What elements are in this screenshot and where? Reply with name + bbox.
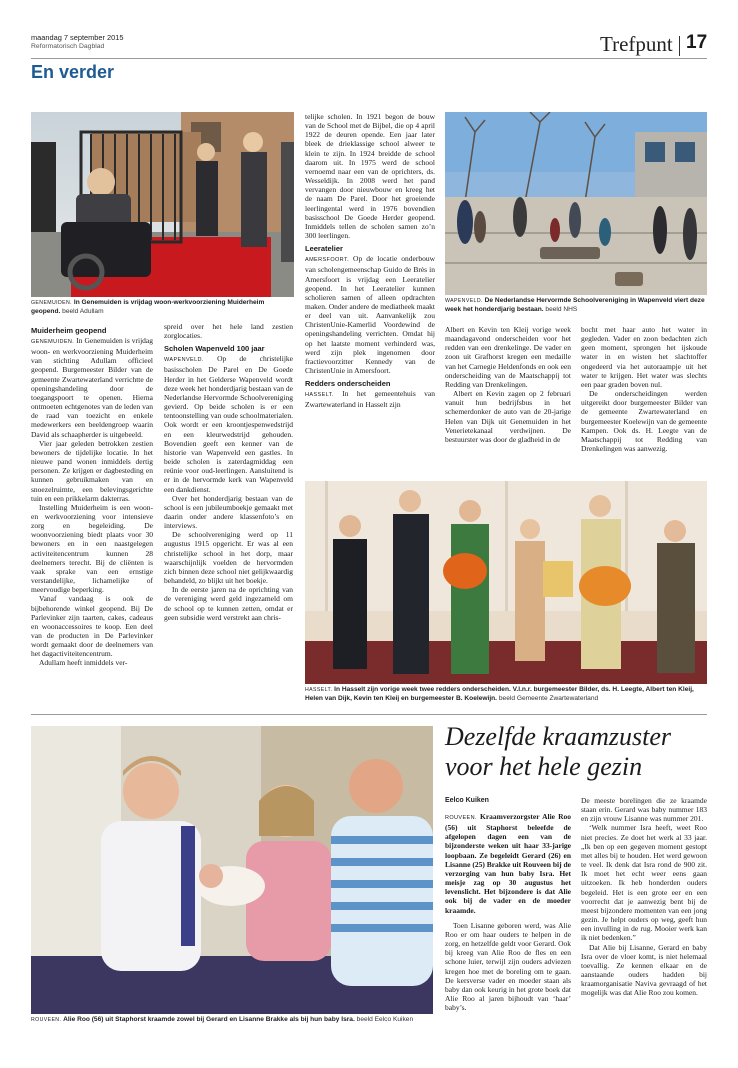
article-redders-p1: In het gemeentehuis van Zwartewaterland in Hasselt zijn xyxy=(305,389,435,410)
photo3-caption xyxy=(305,686,707,703)
photo3-credit: beeld Gemeente Zwartewaterland xyxy=(498,694,599,702)
feature-byline: Eelco Kuiken xyxy=(445,797,489,804)
article-muiderheim-p3: Instelling Muiderheim is een woon- en werkvoorziening voor intensieve zorg en begeleiding. De woonvoorziening biedt plaats voor 30 bewoners en in een naastgelegen activiteitencentrum kunnen 28 deelnemers terecht. Bij de cliënten is vaak sprake van een ernstige verstandelijke, lichamelijke of meervoudige beperking. xyxy=(31,502,153,595)
photo-hasselt-redders xyxy=(305,481,707,684)
feature-p1: Toen Lisanne geboren werd, was Alie Roo er om haar ouders te helpen in de zorg, en hetzelfde geldt voor Gerard. Ook bij kreeg van Alie Roo de fles en een schone luier, terwijl zijn ouders adviezen kregen hoe met de boreling om te gaan. De kersverse vader en moeder staan als baby dan ook keurig in het grote boek dat Alie Roo al jaren bijhoudt van ‘haar’ baby’s. xyxy=(445,920,571,1013)
masthead-divider xyxy=(679,36,680,56)
article-redders-heading: Redders onderscheiden xyxy=(305,379,391,389)
feature-p4: Dat Alie bij Lisanne, Gerard en baby Isra over de vloer komt, is niet helemaal toevallig. Ze kennen elkaar en de aanstaande ouders hadden bij kraamorganisatie Naviva gevraagd of het mogelijk was dat Alie Roo zou komen. xyxy=(581,942,707,998)
section-title: Trefpunt xyxy=(600,32,673,56)
article-redders-p2: Albert en Kevin ten Kleij vorige week maandagavond onderscheiden voor het redden van een drenkelinge. De vader en zoon uit Grafhorst kregen een medaille van het Carnegie Heldenfonds en ook een onderscheiding van de Maatschappij tot Redding van Drenkelingen. xyxy=(445,325,571,389)
photo-wapenveld-school xyxy=(445,112,707,295)
article-muiderheim-p4: Vanaf vandaag is ook de bijbehorende winkel geopend. Bij De Parlevinker zijn taarten, cakes, cadeaus en woonaccessoires te koop. Een deel van de producten in De Parlevinker wordt gemaakt door de deelnemers van het dagactiviteitencentrum. xyxy=(31,594,153,659)
article-leeratelier-p0: telijke scholen. In 1921 begon de bouw van de School met de Bijbel, die op 4 april 1922 de deuren opende. Een jaar later bleek de drieklassige school alweer te klein te zijn. In 1924 breidde de school daarom uit. In 1975 werd de school vernoemd naar een van de oprichters, ds. Wesseldijk. In 2008 werd het pand vervangen door nieuwbouw en kreeg het de naam De Parel. Door het groeiende leerlingental werd in 1976 bovendien basisschool De Goede Herder geopend. Inmiddels tellen de scholen samen zo’n 300 leerlingen. xyxy=(305,112,435,241)
article-leeratelier-heading: Leeratelier xyxy=(305,244,343,254)
article-wapenveld-heading: Scholen Wapenveld 100 jaar xyxy=(164,344,265,354)
article-redders-cont xyxy=(445,325,571,475)
feature-p3: ‘Welk nummer Isra heeft, weet Roo niet precies. Ze doet het werk al 33 jaar. „Ik ben op een gegeven moment gestopt met alles bij te houden. Het werd gewoon te veel. Ik denk dat Isra rond de 900 zit. Ik moet het echt weer eens gaan uitzoeken. Ik heb honderden ouders begeleid. Het is een grote eer en een voorrecht dat je aanwezig bent bij de meest bijzondere momenten van een jong gezin. Je helpt ouders op weg, geeft hun een invulling in de rug. Mooier werk kan ik niet bedenken.” xyxy=(581,823,707,943)
photo4-credit: beeld Eelco Kuiken xyxy=(356,1016,414,1023)
article-redders-p4: bocht met haar auto het water in gegleden. Vader en zoon bedachten zich geen moment, sprongen het ijskoude water in en wisten het slachtoffer ongedeerd via het autoraampje uit het water te krijgen. Het water was slechts een paar graden boven nul. xyxy=(581,325,707,389)
article-wapenveld-p0: spreid over het hele land zestien zorglocaties. xyxy=(164,322,293,341)
feature-intro: Kraamverzorgster Alie Roo (56) uit Staphorst beleefde de afgelopen dagen een van de bijzonderste weken uit haar 33-jarige loopbaan. Ze begeleidt Gerard (26) en Lisanne (25) Brakke uit Rouveen bij de verzorging van hun baby Isra. Het meisje zag op 30 augustus het levenslicht. Het bijzondere is dat Alie ook bij de vader en de moeder kraamde. xyxy=(445,812,571,915)
photo4-dateline: ROUVEEN. xyxy=(31,1017,62,1023)
page-number: 17 xyxy=(686,32,708,53)
photo-kraamzuster xyxy=(31,726,433,1014)
photo1-caption xyxy=(31,299,294,316)
article-wapenveld xyxy=(164,322,293,700)
article-leeratelier-p1: Op de locatie onderbouw van scholengemeenschap Guido de Brès in Amersfoort is vrijdag een Leeratelier geopend. In het Leeratelier kunnen scholieren samen of alleen opdrachten maken. Onder andere de mediatheek maakt er deel van uit. Aanvankelijk zou ChristenUnie-Kamerlid Voordewind de openingshandeling verrichten. Omdat hij op het laatste moment verhinderd was, werd zijn plek ingenomen door fractievoorzitter Kennedy van de ChristenUnie in Amersfoort. xyxy=(305,254,435,376)
photo2-caption-text: De Nederlandse Hervormde Schoolvereniging in Wapenveld viert deze week het honderdjarig bestaan. xyxy=(445,297,705,313)
masthead-paper: Reformatorisch Dagblad xyxy=(31,43,105,50)
article-leeratelier xyxy=(305,112,435,480)
article-muiderheim xyxy=(31,322,153,700)
photo3-dateline: HASSELT. xyxy=(305,687,333,693)
article-redders-p3: Albert en Kevin zagen op 2 februari vanuit hun bedrijfsbus in het schemerdonker de auto van de 20-jarige Helen van Dijk uit Genemuiden in het Venerietekanaal verdwijnen. De bestuurster was door de gladheid in de xyxy=(445,389,571,444)
article-muiderheim-p5: Adullam heeft inmiddels ver- xyxy=(39,658,128,668)
photo3-caption-text: In Hasselt zijn vorige week twee redders onderscheiden. V.l.n.r. burgemeester Bilder, ds. H. Leegte, Albert ten Kleij, Helen van Dijk, Kevin ten Kleij en burgemeester B. Koelewijn. xyxy=(305,686,694,702)
feature-col-2 xyxy=(581,796,707,1034)
photo1-credit: beeld Adullam xyxy=(62,307,104,315)
article-muiderheim-dateline: GENEMUIDEN. xyxy=(31,339,75,345)
article-muiderheim-heading: Muiderheim geopend xyxy=(31,326,107,335)
article-wapenveld-p2: Over het honderdjarig bestaan van de school is een jubileumboekje gemaakt met daarin onder andere klassenfoto’s en interviews. xyxy=(164,493,293,531)
article-leeratelier-dateline: AMERSFOORT. xyxy=(305,257,350,264)
photo4-caption xyxy=(31,1016,433,1025)
article-wapenveld-p1: Op de christelijke basisscholen De Parel en De Goede Herder in het Gelderse Wapenveld wordt deze week het honderdjarig bestaan van de Nederlandse Hervormde Schoolvereniging gevierd. Op beide scholen is er een tentoonstelling van oude schoolmaterialen. Ook wordt er een kroontjespenwedstrijd en een kleurwedstrijd gehouden. Bovendien geeft een kenner van de historie van Wapenveld een gastles. In beide scholen is zaterdagmiddag een reünie voor oud-leerlingen. Aansluitend is er in de hervormde kerk van Wapenveld een dankdienst. xyxy=(164,354,293,494)
photo2-caption xyxy=(445,297,707,314)
photo2-dateline: WAPENVELD. xyxy=(445,298,483,304)
section-divider xyxy=(31,714,707,715)
article-redders-p5: De onderscheidingen werden uitgereikt door burgemeester Bilder van de gemeente Zwartewaterland en burgemeester Koelewijn van de gemeente Kampen. Ook ds. H. Leegte van de Maatschappij tot Redding van Drenkelingen was aanwezig. xyxy=(581,389,707,454)
photo1-dateline: GENEMUIDEN. xyxy=(31,300,73,306)
feature-p2: De meeste borelingen die ze kraamde staan erin. Gerard was baby nummer 183 en zijn vrouw Lisanne was nummer 201. xyxy=(581,796,707,824)
photo1-caption-text: In Genemuiden is vrijdag woon-werkvoorziening Muiderheim geopend. xyxy=(31,299,265,315)
article-muiderheim-p2: Vier jaar geleden betrokken zestien bewoners de tijdelijke locatie. In het nieuwe pand wonen inmiddels dertig personen. Ze krijgen er dagbesteding en kunnen gebruikmaken van en snoezelruimte, een belevingsgerichte tuin en een prikkelarm dakterras. xyxy=(31,438,153,503)
photo-muiderheim-opening xyxy=(31,112,294,297)
article-wapenveld-p4: In de eerste jaren na de oprichting van de vereniging werd geld ingezameld om de school op te kunnen zetten, omdat er geen subsidie werd verstrekt aan chris- xyxy=(164,585,293,622)
photo4-caption-text: Alie Roo (56) uit Staphorst kraamde zowel bij Gerard en Lisanne Brakke als bij hun baby Isra. xyxy=(63,1016,355,1023)
feature-headline: Dezelfde kraamzuster voor het hele gezin xyxy=(445,722,672,781)
article-wapenveld-p3: De schoolvereniging werd op 11 augustus 1915 opgericht. Er was al een christelijke school in het dorp, maar waarschijnlijk voelden de hervormden zich binnen deze school niet gelijkwaardig behandeld, zo blijkt uit het boekje. xyxy=(164,530,293,586)
masthead-rule xyxy=(31,58,707,59)
masthead-date: maandag 7 september 2015 xyxy=(31,33,124,42)
feature-dateline: ROUVEEN. xyxy=(445,815,477,821)
article-muiderheim-p1: In Genemuiden is vrijdag woon- en werkvoorziening Muiderheim van stichting Adullam officieel geopend. Burgemeester Bilder van de gemeente Zwartewaterland verrichtte de openingshandeling door de toegangspoort te openen. Hierna ontmoeten echtgenotes van de leden van de raad van toezicht en enkele medewerkers een beeldengroep waarin David als schaapherder is uitgebeeld. xyxy=(31,336,153,439)
article-redders-end xyxy=(581,325,707,475)
article-wapenveld-dateline: WAPENVELD. xyxy=(164,357,204,364)
article-redders-dateline: HASSELT. xyxy=(305,392,334,399)
section-heading: En verder xyxy=(31,62,115,82)
feature-col-1 xyxy=(445,812,571,1034)
photo2-credit: beeld NHS xyxy=(545,305,578,313)
